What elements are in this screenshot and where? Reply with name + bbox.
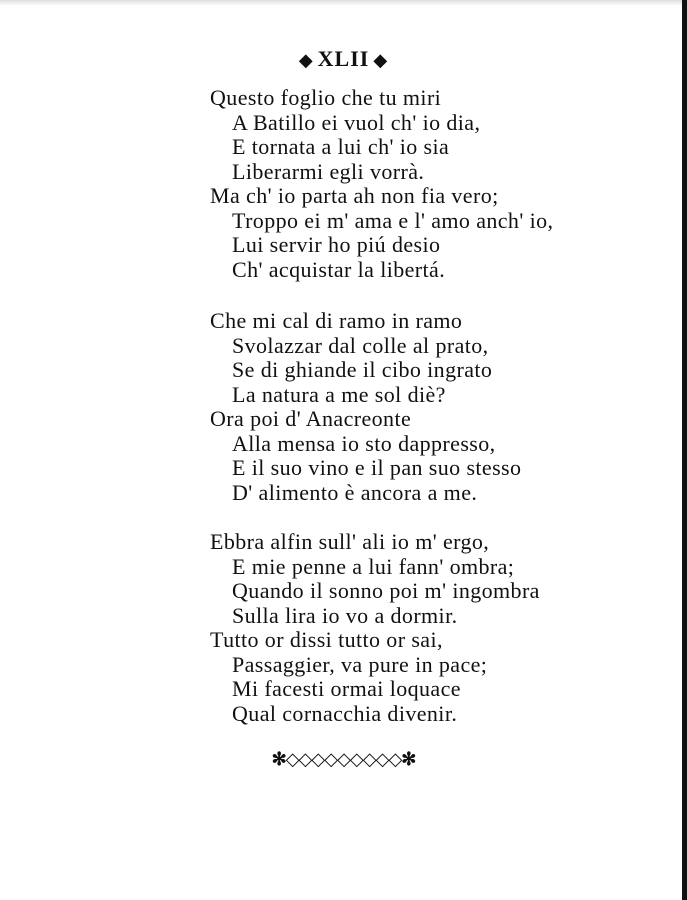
ornament-left-icon: ◆ [298, 50, 314, 70]
fleuron-ornament: ✻◇◇◇◇◇◇◇◇◇✻ [271, 749, 416, 769]
verse-line: Quando il sonno poi m' ingombra [232, 578, 540, 603]
verse-line: Se di ghiande il cibo ingrato [232, 357, 493, 382]
stanza-3 [210, 530, 540, 726]
verse-line: Che mi cal di ramo in ramo [210, 308, 463, 333]
verse-line: E mie penne a lui fann' ombra; [232, 553, 515, 579]
verse-line: Ch' acquistar la libertá. [232, 256, 446, 282]
verse-line: Tutto or dissi tutto or sai, [210, 627, 443, 652]
verse-line: Troppo ei m' ama e l' amo anch' io, [232, 207, 554, 233]
verse-line: Alla mensa io sto dappresso, [232, 430, 496, 456]
verse-line: Mi facesti ormai loquace [232, 676, 461, 701]
verse-line: La natura a me sol diè? [232, 381, 446, 407]
verse-line: E tornata a lui ch' io sia [232, 134, 450, 159]
verse-line: Ora poi d' Anacreonte [210, 406, 412, 431]
verse-line: Ma ch' io parta ah non fia vero; [210, 183, 499, 208]
verse-line: Liberarmi egli vorrà. [232, 158, 425, 184]
poem-number: XLII [317, 46, 370, 71]
stanza-2 [210, 309, 521, 505]
verse-line: Ebbra alfin sull' ali io m' ergo, [210, 529, 490, 554]
verse-line: Lui servir ho piú desio [232, 232, 441, 257]
verse-line: Passaggier, va pure in pace; [232, 651, 488, 677]
verse-line: D' alimento è ancora a me. [232, 479, 478, 505]
verse-line: Svolazzar dal colle al prato, [232, 332, 489, 358]
ornament-right-icon: ◆ [373, 50, 389, 70]
stanza-1 [210, 86, 553, 282]
verse-line: A Batillo ei vuol ch' io dia, [232, 109, 481, 135]
verse-line: Questo foglio che tu miri [210, 85, 442, 110]
page-header [0, 46, 687, 72]
verse-line: Sulla lira io vo a dormir. [232, 602, 458, 628]
page-top-edge [0, 0, 687, 6]
verse-line: Qual cornacchia divenir. [232, 700, 458, 726]
verse-line: E il suo vino e il pan suo stesso [232, 455, 522, 480]
